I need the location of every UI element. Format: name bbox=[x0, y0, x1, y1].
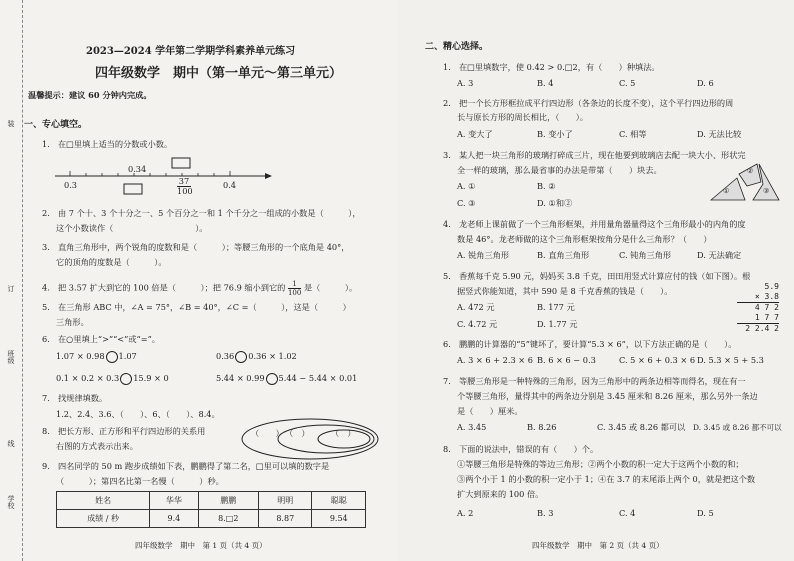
question-1: 1. 在□里填数字，使 0.42 > 0.□2，有（ ）种填法。 bbox=[443, 62, 660, 72]
section-heading: 二、精心选择。 bbox=[425, 42, 489, 52]
calc-line: 5.9 bbox=[764, 282, 779, 291]
fraction-numerator: 1 bbox=[288, 280, 301, 289]
option-d[interactable]: D. 无法确定 bbox=[697, 250, 742, 260]
sequence-text: 1.2、2.4、3.6、（ ）、6、（ ）、8.4。 bbox=[56, 409, 220, 419]
question-4: 4. 龙老师上课前做了一个三角形框架，并用量角器量得这个三角形最小的内角的度 bbox=[443, 219, 746, 229]
venn-blank[interactable]: （ ） bbox=[251, 428, 284, 438]
compare-item: 0.36 0.36 × 1.02 bbox=[216, 351, 297, 361]
question-3-cont: 全一样的玻璃，那么最省事的办法是带第（ ）块去。 bbox=[457, 165, 662, 175]
calc-line: 4 7 2 bbox=[754, 303, 779, 312]
option-a[interactable]: A. 2 bbox=[457, 508, 474, 518]
option-a[interactable]: A. 3 bbox=[457, 78, 474, 88]
table-header-cell: 聪聪 bbox=[312, 492, 366, 510]
option-b[interactable]: B. 变小了 bbox=[537, 129, 573, 139]
option-b[interactable]: B. 3 bbox=[537, 508, 554, 518]
option-b[interactable]: B. 177 元 bbox=[537, 302, 575, 312]
tick-label: 0.34 bbox=[128, 164, 147, 174]
table-cell: 9.54 bbox=[312, 510, 366, 528]
question-5: 5. 在三角形 ABC 中，∠A = 75°，∠B = 40°，∠C =（ ），这是（ ） bbox=[42, 302, 351, 312]
option-d[interactable]: D. 6 bbox=[697, 78, 714, 88]
venn-blank[interactable]: （ ） bbox=[285, 428, 310, 438]
piece-label: ② bbox=[747, 167, 754, 175]
question-5-cont: 据竖式你能知道，其中 590 是 8 千克香蕉的钱是（ ）。 bbox=[457, 286, 673, 296]
tip-text: 温馨提示：建议 60 分钟内完成。 bbox=[28, 90, 152, 100]
question-8-cont: 右图的方式表示出来。 bbox=[56, 441, 138, 451]
question-2: 2. 把一个长方形框拉成平行四边形（各条边的长度不变），这个平行四边形的周 bbox=[443, 98, 734, 108]
compare-item: 1.07 × 0.98 1.07 bbox=[56, 351, 137, 361]
page-subtitle: 四年级数学 期中（第一单元～第三单元） bbox=[95, 66, 343, 81]
question-5: 5. 香蕉每千克 5.90 元，妈妈买 3.8 千克，田田用竖式计算应付的钱（如下图）。根 bbox=[443, 271, 751, 281]
binding-label: 学校 bbox=[7, 495, 15, 509]
question-4 bbox=[42, 280, 357, 297]
piece-label: ③ bbox=[763, 187, 770, 195]
fraction-denominator: 100 bbox=[177, 186, 193, 196]
question-5-cont: 三角形。 bbox=[56, 317, 89, 327]
option-c[interactable]: C. 钝角三角形 bbox=[619, 250, 672, 260]
option-c[interactable]: C. 3.45 或 8.26 都可以 bbox=[597, 422, 686, 432]
option-d[interactable]: D. 3.45 或 8.26 都不可以 bbox=[693, 423, 782, 432]
option-c[interactable]: C. 5 × 6 + 0.3 × 6 bbox=[619, 355, 696, 365]
option-d[interactable]: D. 1.77 元 bbox=[537, 319, 578, 329]
right-page bbox=[397, 0, 794, 561]
page-footer: 四年级数学 期中 第 1 页（共 4 页） bbox=[135, 541, 267, 550]
binding-label: 装 bbox=[7, 120, 15, 127]
question-7-cont: 是（ ）厘米。 bbox=[457, 406, 523, 416]
option-d[interactable]: D. ①和② bbox=[537, 198, 573, 208]
binding-label: 订 bbox=[7, 285, 15, 292]
table-row bbox=[57, 492, 366, 510]
calc-line: × 3.8 bbox=[737, 292, 779, 303]
question-8: 8. 把长方形、正方形和平行四边形的关系用 bbox=[42, 426, 206, 436]
table-header-cell: 明明 bbox=[259, 492, 312, 510]
question-2-cont: 长与原长方形的周长相比，（ ）。 bbox=[457, 112, 588, 122]
calc-line: 2 2.4 2 bbox=[745, 324, 779, 333]
option-a[interactable]: A. 3.45 bbox=[457, 422, 487, 432]
question-3-cont: 它的顶角的度数是（ ）。 bbox=[56, 257, 167, 267]
question-8-cont: ③两个小于 1 的小数的积一定小于 1；④在 3.7 的末尾添上两个 0，就是把这个数 bbox=[457, 474, 756, 484]
broken-glass-figure bbox=[707, 160, 782, 205]
option-c[interactable]: C. 相等 bbox=[619, 129, 647, 139]
table-header-cell: 华华 bbox=[150, 492, 198, 510]
option-c[interactable]: C. 5 bbox=[619, 78, 636, 88]
table-cell: 成绩 / 秒 bbox=[57, 510, 150, 528]
question-9-cont: （ ）；第四名比第一名慢（ ）秒。 bbox=[56, 476, 224, 486]
option-c[interactable]: C. 4.72 元 bbox=[457, 319, 498, 329]
question-4-text: 4. 把 3.57 扩大到它的 100 倍是（ ）；把 76.9 缩小到它的 bbox=[42, 282, 286, 293]
question-8: 8. 下面的说法中，错误的有（ ）个。 bbox=[443, 444, 599, 454]
question-2: 2. 由 7 个十、3 个十分之一、5 个百分之一和 1 个千分之一组成的小数是（ ）， bbox=[42, 208, 361, 218]
question-7: 7. 找规律填数。 bbox=[42, 393, 108, 403]
option-b[interactable]: B. 8.26 bbox=[527, 422, 557, 432]
question-2-cont: 这个小数读作（ ）。 bbox=[56, 223, 208, 233]
page-title: 2023—2024 学年第二学期学科素养单元练习 bbox=[86, 46, 296, 57]
question-7: 7. 等腰三角形是一种特殊的三角形，因为三角形中的两条边相等而得名，现在有一 bbox=[443, 376, 746, 386]
tick-label: 0.4 bbox=[223, 180, 237, 190]
option-a[interactable]: A. 472 元 bbox=[457, 302, 495, 312]
compare-item: 0.1 × 0.2 × 0.3 15.9 × 0 bbox=[56, 373, 169, 383]
fraction-denominator: 100 bbox=[287, 289, 302, 297]
question-3: 3. 直角三角形中，两个锐角的度数和是（ ）；等腰三角形的一个底角是 40°， bbox=[42, 242, 350, 252]
venn-diagram bbox=[240, 417, 380, 461]
option-a[interactable]: A. ① bbox=[457, 181, 476, 191]
option-a[interactable]: A. 3 × 6 + 2.3 × 6 bbox=[457, 355, 533, 365]
compare-circle[interactable] bbox=[106, 351, 118, 363]
vertical-multiplication bbox=[737, 282, 779, 334]
option-c[interactable]: C. ③ bbox=[457, 198, 476, 208]
option-c[interactable]: C. 4 bbox=[619, 508, 636, 518]
question-8-cont: ①等腰三角形是特殊的等边三角形；②两个小数的积一定大于这两个小数的和； bbox=[457, 459, 744, 469]
score-table bbox=[56, 491, 366, 528]
question-4-text-end: 是（ ）。 bbox=[303, 282, 358, 293]
question-6: 6. 在○里填上“>”“<”或“=”。 bbox=[42, 334, 160, 344]
table-header-cell: 姓名 bbox=[57, 492, 150, 510]
piece-label: ① bbox=[723, 187, 730, 195]
calc-line: 1 7 7 bbox=[737, 313, 779, 324]
page-footer: 四年级数学 期中 第 2 页（共 4 页） bbox=[532, 541, 664, 550]
compare-circle[interactable] bbox=[235, 351, 247, 363]
section-heading: 一、专心填空。 bbox=[24, 120, 88, 130]
question-6: 6. 鹏鹏的计算器的“5”键坏了，要计算“5.3 × 6”，以下方法正确的是（ ）。 bbox=[443, 339, 737, 349]
question-9: 9. 四名同学的 50 m 跑步成绩如下表，鹏鹏得了第二名，□里可以填的数字是 bbox=[42, 461, 330, 471]
compare-item: 5.44 × 0.99 5.44 − 5.44 × 0.01 bbox=[216, 373, 358, 383]
compare-circle[interactable] bbox=[266, 373, 278, 385]
fraction-numerator: 37 bbox=[178, 176, 190, 186]
table-cell: 8.□2 bbox=[198, 510, 259, 528]
tick-label: 0.3 bbox=[64, 180, 78, 190]
binding-strip bbox=[0, 0, 23, 561]
binding-label: 班级 bbox=[7, 350, 15, 364]
option-b[interactable]: B. ② bbox=[537, 181, 556, 191]
option-d[interactable]: D. 5 bbox=[697, 508, 714, 518]
table-cell: 8.87 bbox=[259, 510, 312, 528]
question-1: 1. 在□里填上适当的分数或小数。 bbox=[42, 139, 173, 149]
option-b[interactable]: B. 6 × 6 − 0.3 bbox=[537, 355, 596, 365]
option-a[interactable]: A. 变大了 bbox=[457, 129, 493, 139]
question-8-cont: 扩大到原来的 100 倍。 bbox=[457, 489, 544, 499]
table-header-cell: 鹏鹏 bbox=[198, 492, 259, 510]
option-d[interactable]: D. 5.3 × 5 + 5.3 bbox=[697, 355, 764, 365]
option-d[interactable]: D. 无法比较 bbox=[697, 129, 742, 139]
venn-blank[interactable]: （ ） bbox=[331, 428, 356, 438]
option-b[interactable]: B. 4 bbox=[537, 78, 554, 88]
question-7-cont: 个等腰三角形，量得其中的两条边分别是 3.45 厘米和 8.26 厘米，那么另外一条边 bbox=[457, 391, 758, 401]
number-line bbox=[50, 150, 280, 200]
fraction-label bbox=[177, 177, 191, 196]
compare-circle[interactable] bbox=[120, 373, 132, 385]
binding-label: 线 bbox=[7, 440, 15, 447]
question-4-cont: 数是 46°。龙老师做的这个三角形框架按角分是什么三角形？（ ） bbox=[457, 234, 712, 244]
option-a[interactable]: A. 锐角三角形 bbox=[457, 250, 510, 260]
table-row bbox=[57, 510, 366, 528]
option-b[interactable]: B. 直角三角形 bbox=[537, 250, 590, 260]
question-3: 3. 某人把一块三角形的玻璃打碎成三片，现在他要到玻璃店去配一块大小、形状完 bbox=[443, 150, 746, 160]
table-cell: 9.4 bbox=[150, 510, 198, 528]
